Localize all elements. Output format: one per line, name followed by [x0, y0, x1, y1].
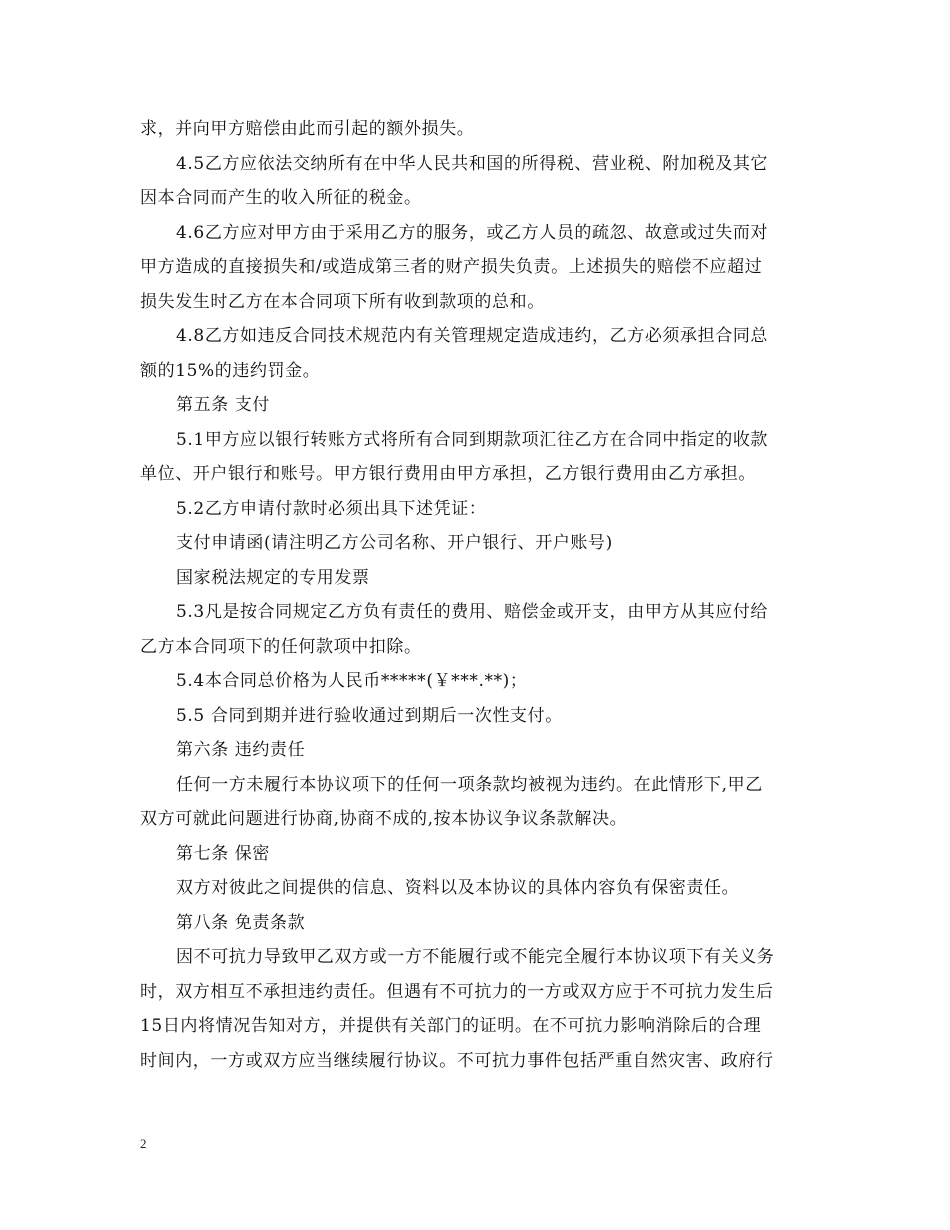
text-line: 第六条 违约责任	[176, 740, 306, 760]
text-line: 时间内，一方或双方应当继续履行协议。不可抗力事件包括严重自然灾害、政府行	[140, 1050, 774, 1071]
text-line: 5.2乙方申请付款时必须出具下述凭证：	[176, 498, 487, 519]
text-line: 4.8乙方如违反合同技术规范内有关管理规定造成违约，乙方必须承担合同总	[176, 326, 769, 346]
text-line: 额的15%的违约罚金。	[140, 360, 321, 381]
text-line: 4.5乙方应依法交纳所有在中华人民共和国的所得税、营业税、附加税及其它	[176, 153, 769, 174]
text-line: 双方可就此问题进行协商,协商不成的,按本协议争议条款解决。	[140, 809, 628, 829]
document-body	[140, 112, 810, 1078]
text-line: 任何一方未履行本协议项下的任何一项条款均被视为违约。在此情形下,甲乙	[176, 774, 763, 795]
text-line: 5.3凡是按合同规定乙方负有责任的费用、赔偿金或开支，由甲方从其应付给	[176, 602, 769, 622]
text-line: 第八条 免责条款	[176, 912, 306, 933]
text-line: 时，双方相互不承担违约责任。但遇有不可抗力的一方或双方应于不可抗力发生后	[140, 981, 774, 1002]
text-line: 国家税法规定的专用发票	[176, 567, 370, 588]
text-line: 5.4本合同总价格为人民币*****(￥***.**)；	[176, 671, 528, 691]
text-line: 求，并向甲方赔偿由此而引起的额外损失。	[140, 119, 475, 139]
text-line: 5.1甲方应以银行转账方式将所有合同到期款项汇往乙方在合同中指定的收款	[176, 429, 769, 450]
text-line: 第五条 支付	[176, 395, 271, 415]
text-line: 支付申请函(请注明乙方公司名称、开户银行、开户账号)	[176, 533, 613, 553]
text-line: 单位、开户银行和账号。甲方银行费用由甲方承担，乙方银行费用由乙方承担。	[140, 464, 756, 484]
text-line: 第七条 保密	[176, 843, 271, 864]
text-line: 乙方本合同项下的任何款项中扣除。	[140, 636, 422, 657]
text-line: 因不可抗力导致甲乙双方或一方不能履行或不能完全履行本协议项下有关义务	[176, 947, 775, 967]
text-line: 15日内将情况告知对方，并提供有关部门的证明。在不可抗力影响消除后的合理	[140, 1016, 762, 1036]
text-line: 甲方造成的直接损失和/或造成第三者的财产损失负责。上述损失的赔偿不应超过	[140, 257, 763, 277]
text-line: 损失发生时乙方在本合同项下所有收到款项的总和。	[140, 291, 545, 312]
page-number: 2	[140, 1136, 147, 1151]
text-line: 双方对彼此之间提供的信息、资料以及本协议的具体内容负有保密责任。	[176, 878, 740, 898]
text-line: 5.5 合同到期并进行验收通过到期后一次性支付。	[176, 705, 563, 726]
text-line: 4.6乙方应对甲方由于采用乙方的服务，或乙方人员的疏忽、故意或过失而对	[176, 222, 769, 243]
text-line: 因本合同而产生的收入所征的税金。	[140, 188, 422, 208]
